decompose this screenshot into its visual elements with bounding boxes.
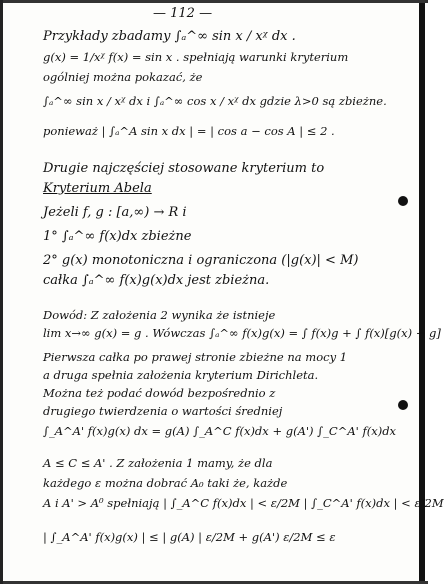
formula-line: | ∫_A^A' f(x)g(x) | ≤ | g(A) | ε/2M + g(A') ε/2M ≤ ε: [43, 530, 336, 544]
proof-line: drugiego twierdzenia o wartości średniej: [43, 404, 283, 418]
text-line: Drugie najczęściej stosowane kryterium to: [43, 161, 325, 176]
binder-hole-icon: [398, 400, 408, 410]
page-number: — 112 —: [153, 6, 213, 21]
formula-line: A i A' > A⁰ spełniają | ∫_A^C f(x)dx | < ε/2M | ∫_C^A' f(x)dx | < ε/2M: [43, 496, 444, 510]
conclusion-line: całka ∫ₐ^∞ f(x)g(x)dx jest zbieżna.: [43, 273, 270, 288]
proof-line: każdego ε można dobrać A₀ taki że, każde: [43, 476, 288, 490]
formula-line: ∫_A^A' f(x)g(x) dx = g(A) ∫_A^C f(x)dx + g(A') ∫_C^A' f(x)dx: [43, 424, 397, 438]
formula-line: ∫ₐ^∞ sin x / xᵡ dx i ∫ₐ^∞ cos x / xᵡ dx gdzie λ>0 są zbieżne.: [43, 94, 387, 108]
condition-1: 1° ∫ₐ^∞ f(x)dx zbieżne: [43, 229, 192, 244]
proof-line: lim x→∞ g(x) = g . Wówczas ∫ₐ^∞ f(x)g(x) = ∫ f(x)g + ∫ f(x)[g(x) − g]: [43, 326, 441, 340]
proof-line: A ≤ C ≤ A' . Z założenia 1 mamy, że dla: [43, 456, 273, 470]
text-line: ogólniej można pokazać, że: [43, 70, 203, 84]
condition-2: 2° g(x) monotoniczna i ograniczona (|g(x)| < M): [43, 253, 359, 268]
page-top-edge: [3, 0, 428, 3]
section-title: Kryterium Abela: [43, 181, 152, 196]
text-line: g(x) = 1/xᵡ f(x) = sin x . spełniają warunki kryterium: [43, 50, 349, 64]
proof-line: Dowód: Z założenia 2 wynika że istnieje: [43, 308, 276, 322]
example-heading: Przykłady zbadamy ∫ₐ^∞ sin x / xᵡ dx .: [43, 29, 296, 44]
proof-line: Pierwsza całka po prawej stronie zbieżne na mocy 1: [43, 350, 348, 364]
formula-line: ponieważ | ∫ₐ^A sin x dx | = | cos a − cos A | ≤ 2 .: [43, 124, 335, 138]
theorem-line: Jeżeli f, g : [a,∞) → R i: [43, 205, 187, 220]
binder-hole-icon: [398, 196, 408, 206]
proof-line: a druga spełnia założenia kryterium Dirichleta.: [43, 368, 319, 382]
proof-line: Można też podać dowód bezpośrednio z: [43, 386, 276, 400]
